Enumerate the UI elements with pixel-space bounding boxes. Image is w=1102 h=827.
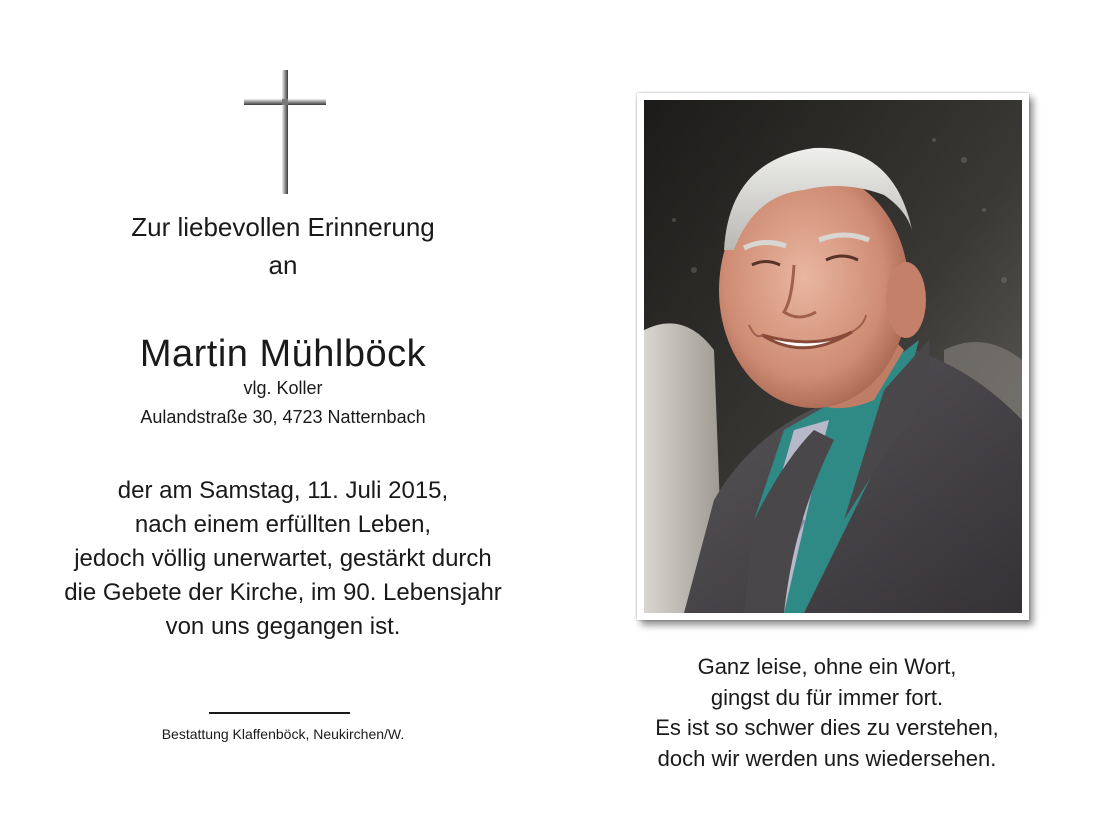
poem-line: Es ist so schwer dies zu verstehen, bbox=[655, 715, 999, 740]
funeral-home-credit: Bestattung Klaffenböck, Neukirchen/W. bbox=[161, 726, 405, 742]
obituary-line: die Gebete der Kirche, im 90. Lebensjahr bbox=[64, 579, 502, 606]
obituary-text bbox=[0, 474, 566, 644]
intro-heading-continuation: an bbox=[268, 250, 298, 280]
poem-line: gingst du für immer fort. bbox=[710, 684, 944, 710]
portrait-image bbox=[644, 100, 1022, 613]
memorial-poem bbox=[566, 652, 1088, 774]
poem-line: doch wir werden uns wiedersehen. bbox=[657, 745, 997, 771]
portrait-photo-frame bbox=[637, 93, 1029, 620]
cross-icon bbox=[244, 70, 326, 194]
deceased-nickname: vlg. Koller bbox=[243, 378, 323, 398]
poem-line: Ganz leise, ohne ein Wort, bbox=[697, 654, 957, 679]
obituary-line: der am Samstag, 11. Juli 2015, bbox=[117, 477, 449, 504]
intro-heading: Zur liebevollen Erinnerung bbox=[131, 212, 435, 242]
deceased-name: Martin Mühlböck bbox=[139, 333, 427, 375]
deceased-address: Aulandstraße 30, 4723 Natternbach bbox=[140, 407, 426, 427]
obituary-line: von uns gegangen ist. bbox=[165, 613, 401, 640]
divider-line bbox=[209, 712, 350, 714]
obituary-line: jedoch völlig unerwartet, gestärkt durch bbox=[74, 545, 492, 572]
obituary-line: nach einem erfüllten Leben, bbox=[134, 511, 432, 538]
portrait-photo bbox=[644, 100, 1022, 613]
